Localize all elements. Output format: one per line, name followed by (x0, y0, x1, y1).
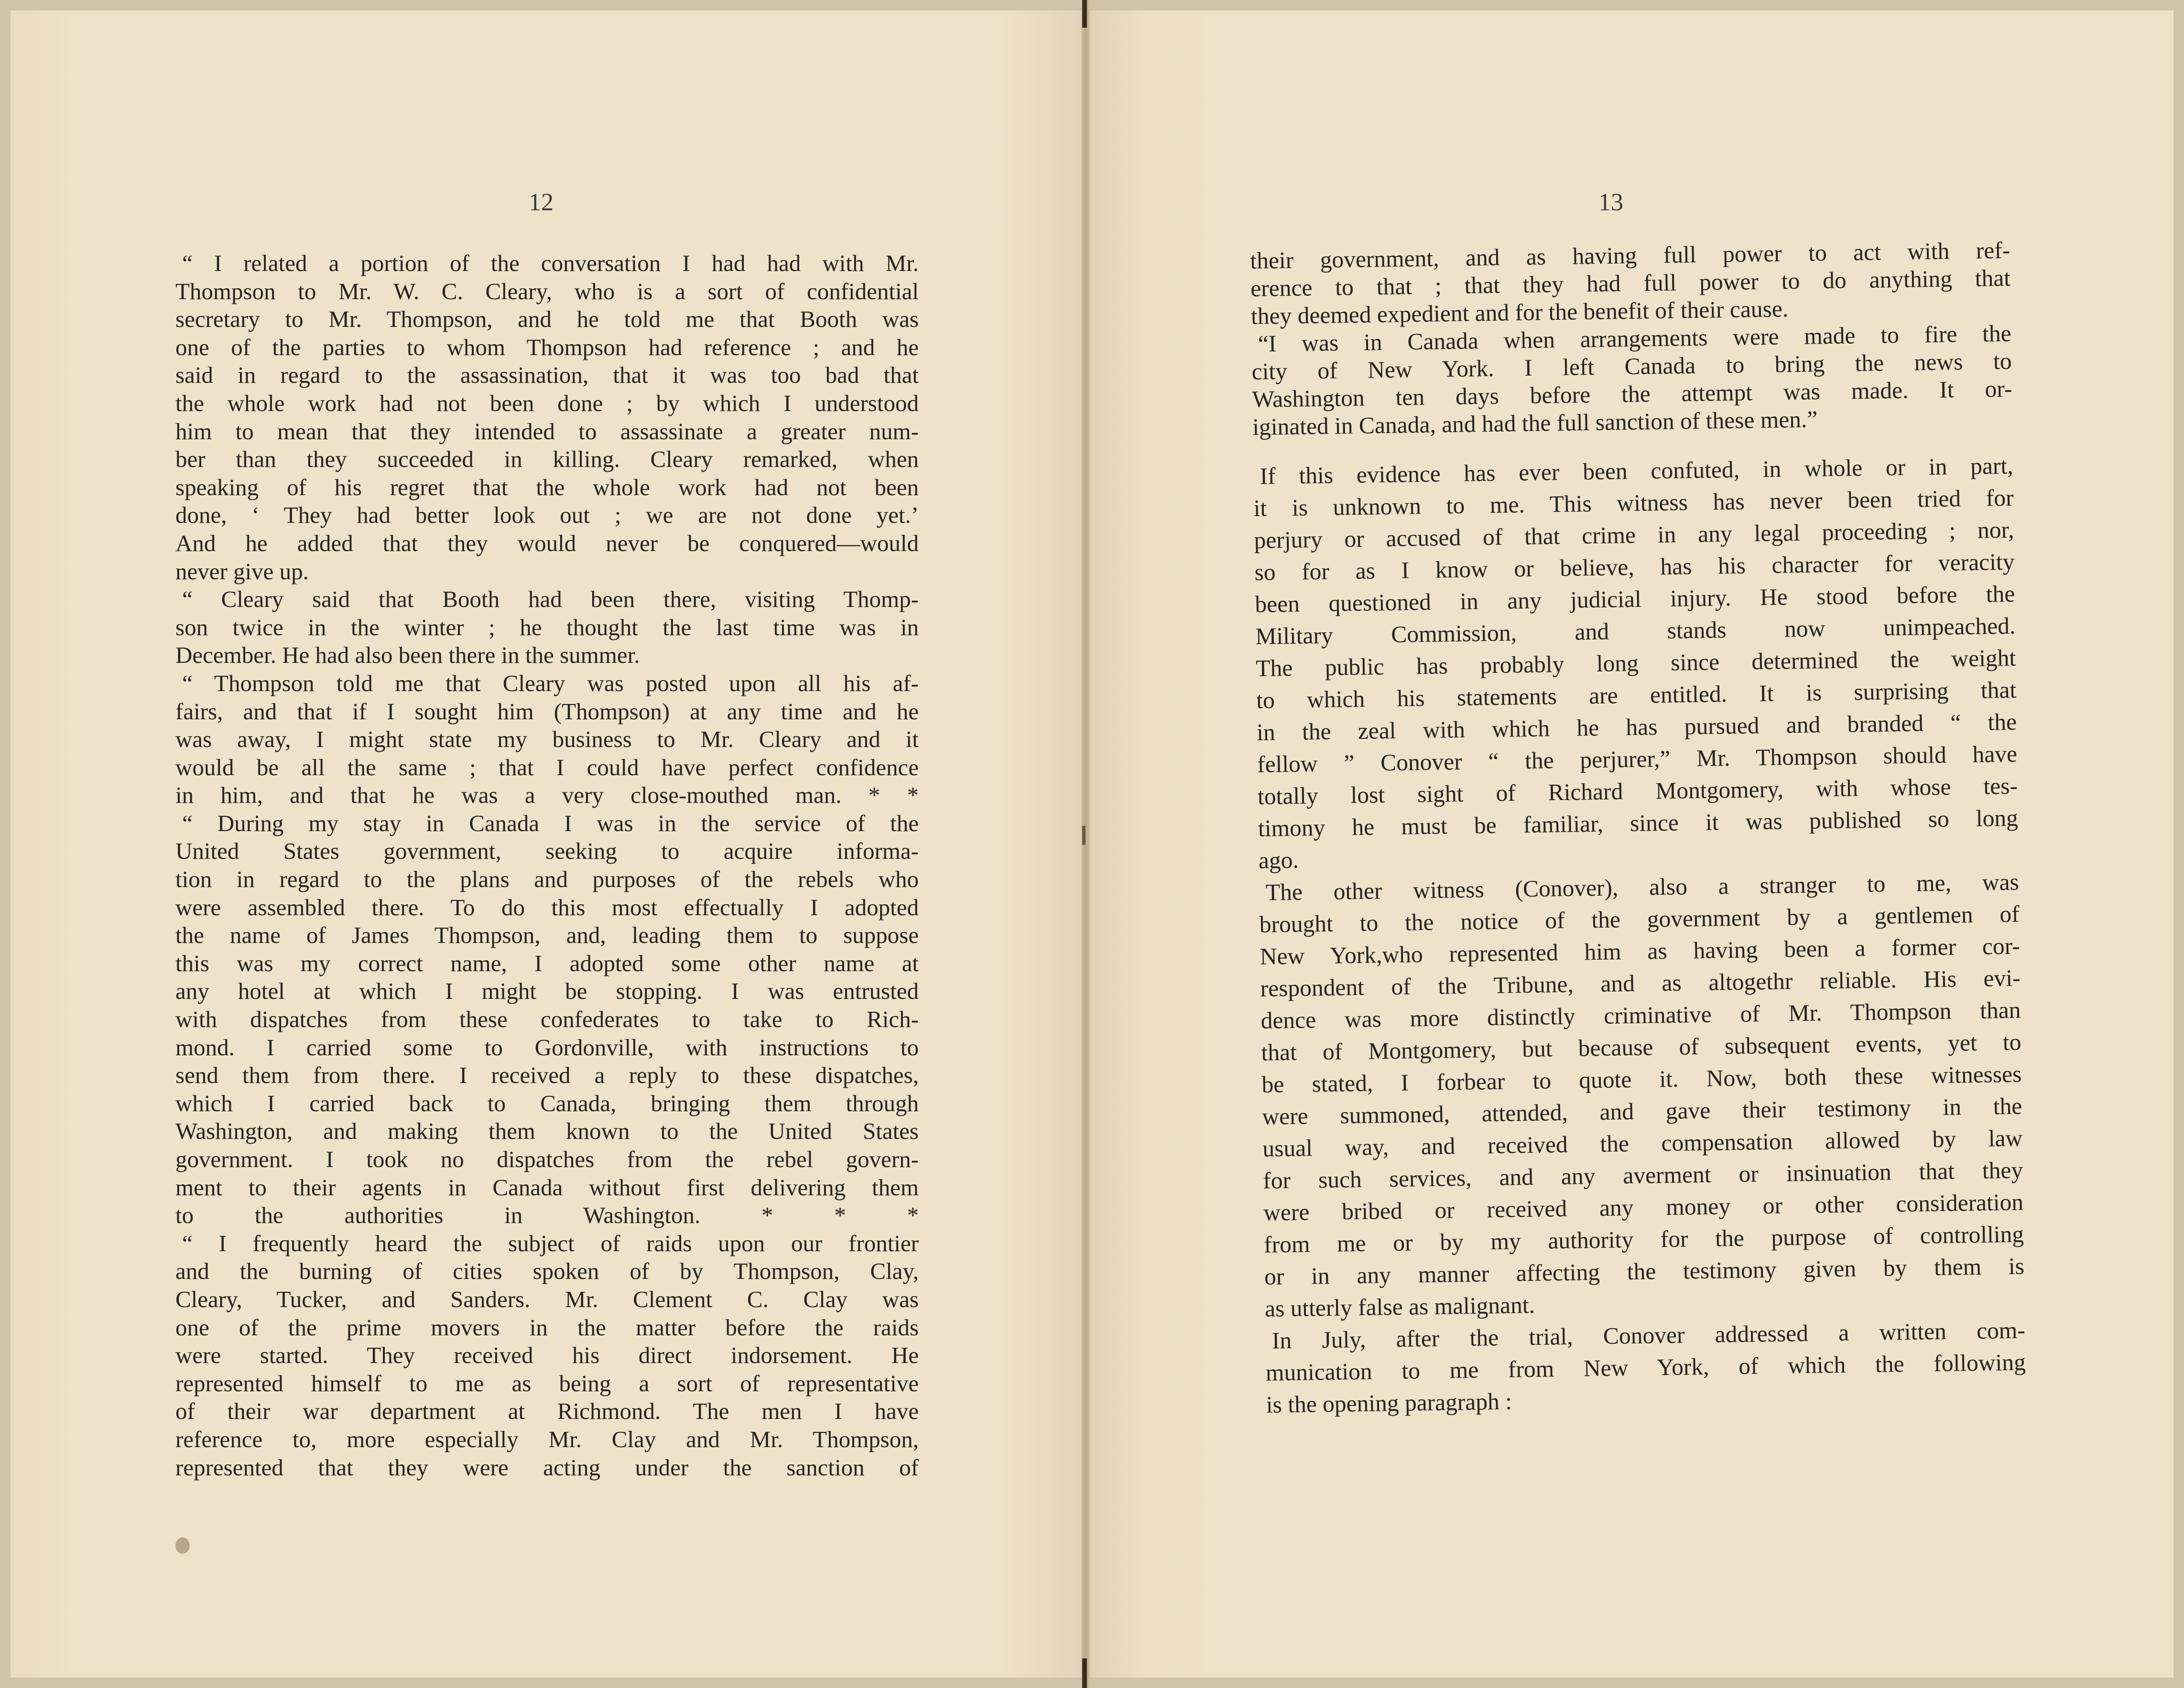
text-line: or in any manner affecting the testimony given by them is (1264, 1253, 2025, 1290)
text-line: Thompson to Mr. W. C. Cleary, who is a sort of confidential (175, 278, 919, 304)
text-line: were bribed or received any money or other consideration (1263, 1189, 2024, 1226)
text-line: fellow ” Conover “ the perjurer,” Mr. Thompson should have (1257, 740, 2018, 778)
text-line: timony he must be familiar, since it was published so long (1258, 804, 2019, 842)
text-line: “ I frequently heard the subject of raids upon our frontier (182, 1230, 919, 1256)
text-line: tion in regard to the plans and purposes of the rebels who (175, 866, 919, 893)
text-line: in the zeal with which he has pursued and branded “ the (1256, 708, 2017, 746)
text-line: usual way, and received the compensation allowed by law (1262, 1125, 2023, 1162)
text-line: Military Commission, and stands now unimpeached. (1255, 612, 2016, 649)
right-page (1090, 11, 2173, 1677)
text-line: ment to their agents in Canada without first delivering them (175, 1174, 919, 1201)
text-line: son twice in the winter ; he thought the last time was in (175, 614, 919, 640)
page-body-text (175, 249, 919, 1482)
text-line: was away, I might state my business to Mr. Cleary and it (175, 726, 919, 753)
text-line: for such services, and any averment or insinuation that they (1262, 1157, 2023, 1194)
text-line: “ Thompson told me that Cleary was posted upon all his af- (182, 670, 919, 696)
text-line: their government, and as having full power to act with ref- (1250, 237, 2010, 274)
text-line: from me or by my authority for the purpose of controlling (1263, 1221, 2024, 1258)
text-line: they deemed expedient and for the benefit of their cause. (1250, 295, 1789, 329)
text-line: “ I related a portion of the conversation I had had with Mr. (182, 250, 919, 276)
binding-thread-top (1082, 0, 1087, 28)
text-line: as utterly false as malignant. (1264, 1291, 1535, 1322)
text-line: The other witness (Conover), also a stranger to me, was (1265, 868, 2020, 906)
page-number: 12 (529, 189, 554, 216)
text-line: ago. (1258, 846, 1299, 874)
binding-thread-bottom (1082, 1658, 1087, 1688)
text-line: him to mean that they intended to assassinate a greater num- (175, 418, 919, 444)
text-line: to which his statements are entitled. It is surprising that (1256, 676, 2017, 714)
text-line: dence was more distinctly criminative of Mr. Thompson than (1260, 996, 2021, 1034)
paper-stain (175, 1537, 190, 1554)
text-line: one of the prime movers in the matter before the raids (175, 1314, 919, 1341)
text-line: city of New York. I left Canada to bring the news to (1251, 347, 2012, 385)
text-line: If this evidence has ever been confuted, in whole or in part, (1260, 452, 2013, 489)
text-line: December. He had also been there in the summer. (175, 642, 640, 669)
text-line: that of Montgomery, but because of subsequent events, yet to (1261, 1028, 2021, 1066)
text-line: Washington ten days before the attempt was made. It or- (1252, 375, 2012, 412)
text-line: “I was in Canada when arrangements were made to fire the (1258, 320, 2012, 357)
text-line: to the authorities in Washington. * * * (175, 1202, 919, 1229)
text-line: fairs, and that if I sought him (Thompson) at any time and he (175, 698, 919, 725)
text-line: mond. I carried some to Gordonville, with instructions to (175, 1034, 919, 1060)
text-line: represented himself to me as being a sort of representative (175, 1370, 919, 1396)
text-line: secretary to Mr. Thompson, and he told me that Booth was (175, 306, 919, 333)
text-line: totally lost sight of Richard Montgomery, with whose tes- (1257, 772, 2018, 810)
text-line: represented that they were acting under the sanction of (175, 1454, 919, 1481)
text-line: The public has probably long since determined the weight (1255, 644, 2016, 682)
text-line: government. I took no dispatches from the rebel govern- (175, 1146, 919, 1172)
text-line: the name of James Thompson, and, leading them to suppose (175, 922, 919, 949)
text-line: “ Cleary said that Booth had been there, visiting Thomp- (182, 586, 919, 613)
text-line: iginated in Canada, and had the full sanction of these men.” (1252, 406, 1818, 440)
text-line: And he added that they would never be conquered—would (175, 530, 919, 556)
text-line: brought to the notice of the government by a gentlemen of (1259, 900, 2020, 938)
text-line: send them from there. I received a reply to these dispatches, (175, 1062, 919, 1089)
text-line: Cleary, Tucker, and Sanders. Mr. Clement C. Clay was (175, 1286, 919, 1312)
binding-thread-middle (1082, 826, 1086, 845)
text-line: the whole work had not been done ; by which I understood (175, 390, 919, 416)
text-line: so for as I know or believe, has his character for veracity (1254, 548, 2015, 585)
text-line: erence to that ; that they had full power to do anything that (1250, 264, 2011, 302)
text-line: is the opening paragraph : (1266, 1388, 1512, 1418)
text-line: one of the parties to whom Thompson had reference ; and he (175, 334, 919, 360)
text-line: in him, and that he was a very close-mouthed man. * * (175, 782, 919, 809)
text-line: of their war department at Richmond. The men I have (175, 1398, 919, 1425)
page-body-text (1250, 237, 2026, 1421)
text-line: it is unknown to me. This witness has never been tried for (1253, 484, 2014, 521)
text-line: would be all the same ; that I could have perfect confidence (175, 754, 919, 780)
text-line: Washington, and making them known to the United States (175, 1118, 919, 1145)
text-line: speaking of his regret that the whole work had not been (175, 474, 919, 500)
text-line: this was my correct name, I adopted some other name at (175, 950, 919, 976)
text-line: perjury or accused of that crime in any legal proceeding ; nor, (1254, 516, 2014, 553)
text-line: ber than they succeeded in killing. Cleary remarked, when (175, 446, 919, 473)
text-line: reference to, more especially Mr. Clay and Mr. Thompson, (175, 1426, 919, 1452)
text-line: were assembled there. To do this most effectually I adopted (175, 894, 919, 920)
text-line: any hotel at which I might be stopping. I was entrusted (175, 978, 919, 1005)
text-line: New York,who represented him as having been a former cor- (1260, 932, 2020, 970)
text-line: were started. They received his direct indorsement. He (175, 1342, 919, 1369)
text-line: were summoned, attended, and gave their testimony in the (1262, 1093, 2022, 1130)
text-line: done, ‘ They had better look out ; we are not done yet.’ (175, 502, 919, 529)
text-line: United States government, seeking to acquire informa- (175, 838, 919, 865)
text-line: respondent of the Tribune, and as altogethr reliable. His evi- (1260, 964, 2021, 1002)
text-line: In July, after the trial, Conover addressed a written com- (1271, 1317, 2026, 1354)
text-line: with dispatches from these confederates to take to Rich- (175, 1006, 919, 1033)
text-line: never give up. (175, 558, 309, 584)
text-line: munication to me from New York, of which the following (1265, 1349, 2026, 1386)
text-line: and the burning of cities spoken of by Thompson, Clay, (175, 1258, 919, 1285)
text-line: “ During my stay in Canada I was in the service of the (182, 810, 919, 836)
page-number: 13 (1598, 189, 1623, 216)
left-page (11, 11, 1081, 1677)
text-line: said in regard to the assassination, that it was too bad that (175, 362, 919, 389)
text-line: be stated, I forbear to quote it. Now, both these witnesses (1261, 1060, 2022, 1098)
text-line: been questioned in any judicial injury. He stood before the (1255, 580, 2015, 617)
text-line: which I carried back to Canada, bringing them through (175, 1090, 919, 1116)
